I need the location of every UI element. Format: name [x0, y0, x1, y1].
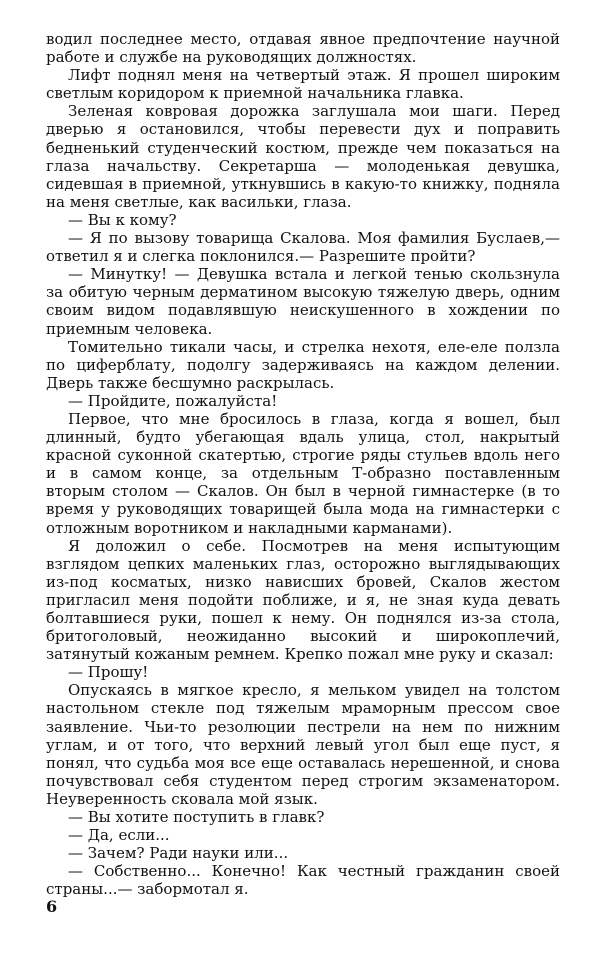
paragraph: Томительно тикали часы, и стрелка нехотя, еле-еле ползла по циферблату, подолгу задерживаясь на каждом делении. Дверь также бесшумно раскрылась. — [46, 337, 560, 392]
dialogue-line: — Зачем? Ради науки или... — [68, 844, 289, 863]
dialogue-line: — Вы хотите поступить в главк? — [68, 808, 325, 827]
paragraph: Лифт поднял меня на четвертый этаж. Я прошел широким светлым коридором к приемной начальника главка. — [46, 66, 560, 103]
paragraph: водил последнее место, отдавая явное предпочтение научной работе и службе на руководящих должностях. — [46, 30, 560, 67]
paragraph: Первое, что мне бросилось в глаза, когда я вошел, был длинный, будто убегающая вдаль улица, стол, накрытый красной суконной скатертью, строгие ряды стульев вдоль него и в самом конце, за отдельным Т-образно поставленным вторым столом — Скалов. Он был в черной гимнастерке (в то время у руководящих товарищей была мода на гимнастерки с отложным воротником и накладными карманами). — [46, 409, 560, 537]
paragraph: Я доложил о себе. Посмотрев на меня испытующим взглядом цепких маленьких глаз, осторожно выглядывающих из-под косматых, низко нависших бровей, Скалов жестом пригласил меня подойти поближе, и я, не зная куда девать болтавшиеся руки, пошел к нему. Он поднялся из-за стола, бритоголовый, неожиданно высокий и широкоплечий, затянутый кожаным ремнем. Крепко пожал мне руку и сказал: — [46, 536, 560, 664]
dialogue-line: — Минутку! — Девушка встала и легкой тенью скользнула за обитую черным дерматином высокую тяжелую дверь, одним своим видом подавлявшую неискушенного в хождении по приемным человека. — [46, 265, 560, 338]
paragraph: Опускаясь в мягкое кресло, я мельком увидел на толстом настольном стекле под тяжелым мраморным прессом свое заявление. Чьи-то резолюции пестрели на нем по нижним углам, и от того, что верхний левый угол был еще пуст, я понял, что судьба моя все еще оставалась нерешенной, и снова почувствовал себя студентом перед строгим экзаменатором. Неуверенность сковала мой язык. — [46, 681, 560, 808]
paragraph: Зеленая ковровая дорожка заглушала мои шаги. Перед дверью я остановился, чтобы перевести дух и поправить бедненький студенческий костюм, прежде чем показаться на глаза начальству. Секретарша — молоденькая девушка, сидевшая в приемной, уткнувшись в какую-то книжку, подняла на меня светлые, как васильки, глаза. — [46, 102, 560, 211]
dialogue-line: — Я по вызову товарища Скалова. Моя фамилия Буслаев,— ответил я и слегка поклонился.— Разрешите пройти? — [46, 229, 560, 266]
page-number: 6 — [46, 897, 58, 916]
dialogue-line: — Собственно... Конечно! Как честный гражданин своей страны...— забормотал я. — [46, 862, 560, 899]
dialogue-line: — Да, если... — [68, 826, 170, 845]
book-page-text — [46, 30, 560, 899]
dialogue-line: — Пройдите, пожалуйста! — [68, 391, 278, 410]
dialogue-line: — Вы к кому? — [68, 210, 177, 229]
dialogue-line: — Прошу! — [68, 663, 149, 682]
